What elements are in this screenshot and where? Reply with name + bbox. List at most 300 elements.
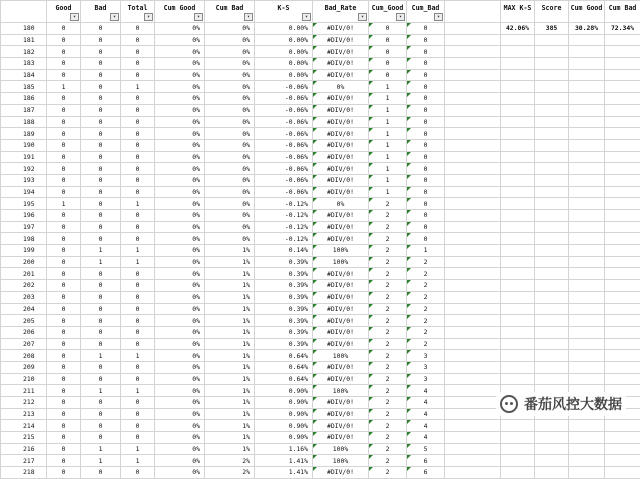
table-cell[interactable]: 0 [407, 186, 445, 198]
table-cell[interactable] [445, 58, 501, 70]
table-cell[interactable]: 0 [81, 280, 121, 292]
table-cell[interactable]: 0% [155, 420, 205, 432]
table-cell[interactable]: -0.06% [255, 128, 313, 140]
table-cell[interactable]: 0 [121, 303, 155, 315]
table-cell[interactable]: 0 [121, 186, 155, 198]
table-cell[interactable]: 0% [155, 397, 205, 409]
table-cell[interactable]: 0 [81, 23, 121, 35]
table-cell[interactable] [445, 256, 501, 268]
table-cell[interactable]: 0 [81, 128, 121, 140]
table-cell[interactable]: 207 [1, 338, 47, 350]
table-cell[interactable] [501, 420, 535, 432]
table-cell[interactable] [535, 128, 569, 140]
table-cell[interactable] [569, 256, 605, 268]
table-cell[interactable] [605, 46, 640, 58]
table-cell[interactable]: 0 [81, 34, 121, 46]
table-cell[interactable] [569, 163, 605, 175]
table-cell[interactable]: 0 [407, 128, 445, 140]
table-cell[interactable]: 4 [407, 432, 445, 444]
table-cell[interactable]: 4 [407, 408, 445, 420]
table-cell[interactable]: 1 [369, 104, 407, 116]
table-cell[interactable] [445, 268, 501, 280]
filter-dropdown-icon[interactable]: ▾ [194, 13, 203, 21]
table-cell[interactable] [535, 174, 569, 186]
table-cell[interactable]: 0 [81, 361, 121, 373]
table-cell[interactable] [605, 443, 640, 455]
table-cell[interactable] [605, 139, 640, 151]
table-cell[interactable]: 0 [47, 46, 81, 58]
table-cell[interactable]: 2 [369, 245, 407, 257]
table-cell[interactable]: 0 [407, 163, 445, 175]
table-cell[interactable]: 0% [205, 116, 255, 128]
column-header[interactable] [121, 1, 155, 23]
table-cell[interactable] [569, 233, 605, 245]
table-cell[interactable]: 3 [407, 373, 445, 385]
table-cell[interactable] [605, 361, 640, 373]
table-cell[interactable]: 209 [1, 361, 47, 373]
table-cell[interactable]: 0% [205, 151, 255, 163]
table-cell[interactable]: 0 [121, 128, 155, 140]
table-cell[interactable] [569, 93, 605, 105]
table-cell[interactable]: 188 [1, 116, 47, 128]
table-cell[interactable] [569, 291, 605, 303]
table-cell[interactable]: 0% [205, 198, 255, 210]
table-cell[interactable]: -0.06% [255, 186, 313, 198]
table-cell[interactable] [605, 93, 640, 105]
table-cell[interactable]: 0 [121, 408, 155, 420]
table-cell[interactable]: 0 [81, 303, 121, 315]
table-cell[interactable] [605, 432, 640, 444]
table-cell[interactable]: 0 [407, 151, 445, 163]
table-cell[interactable] [535, 256, 569, 268]
table-cell[interactable]: 0% [155, 408, 205, 420]
column-header[interactable] [205, 1, 255, 23]
table-cell[interactable]: 0 [81, 397, 121, 409]
table-cell[interactable]: 2 [369, 268, 407, 280]
table-cell[interactable]: 2 [369, 385, 407, 397]
table-cell[interactable]: 4 [407, 420, 445, 432]
table-cell[interactable]: 1 [369, 151, 407, 163]
table-cell[interactable] [501, 116, 535, 128]
table-cell[interactable]: 0 [121, 174, 155, 186]
table-cell[interactable]: 0% [155, 58, 205, 70]
table-cell[interactable]: 2 [369, 467, 407, 479]
filter-dropdown-icon[interactable]: ▾ [302, 13, 311, 21]
table-cell[interactable]: 2 [369, 210, 407, 222]
table-cell[interactable] [605, 233, 640, 245]
table-cell[interactable]: #DIV/0! [313, 397, 369, 409]
table-cell[interactable] [445, 432, 501, 444]
table-cell[interactable]: 2% [205, 455, 255, 467]
table-cell[interactable] [535, 432, 569, 444]
table-cell[interactable]: 1% [205, 268, 255, 280]
table-cell[interactable] [445, 198, 501, 210]
table-cell[interactable]: 0 [407, 233, 445, 245]
table-cell[interactable]: 0.14% [255, 245, 313, 257]
table-cell[interactable]: 0% [205, 139, 255, 151]
table-cell[interactable]: -0.12% [255, 198, 313, 210]
table-cell[interactable]: 0.64% [255, 373, 313, 385]
column-header[interactable] [605, 1, 640, 23]
table-cell[interactable] [445, 34, 501, 46]
table-cell[interactable]: 0 [47, 338, 81, 350]
table-cell[interactable]: 0 [369, 23, 407, 35]
table-cell[interactable] [569, 210, 605, 222]
table-cell[interactable]: 1% [205, 245, 255, 257]
table-cell[interactable] [569, 432, 605, 444]
table-cell[interactable] [535, 198, 569, 210]
table-cell[interactable] [535, 81, 569, 93]
table-cell[interactable]: 0% [155, 361, 205, 373]
table-cell[interactable] [445, 420, 501, 432]
table-cell[interactable]: 0% [205, 128, 255, 140]
table-cell[interactable]: 0 [47, 128, 81, 140]
table-cell[interactable]: 0.39% [255, 280, 313, 292]
table-cell[interactable]: #DIV/0! [313, 104, 369, 116]
table-cell[interactable]: 1 [81, 455, 121, 467]
table-cell[interactable]: 0% [155, 93, 205, 105]
table-cell[interactable]: 4 [407, 385, 445, 397]
table-cell[interactable]: 2 [369, 338, 407, 350]
table-cell[interactable]: 2 [407, 315, 445, 327]
table-cell[interactable] [605, 338, 640, 350]
table-cell[interactable]: 0 [81, 210, 121, 222]
table-cell[interactable]: 0 [121, 432, 155, 444]
table-cell[interactable] [535, 46, 569, 58]
column-header[interactable] [47, 1, 81, 23]
table-cell[interactable]: 0% [205, 81, 255, 93]
table-cell[interactable] [445, 81, 501, 93]
table-cell[interactable] [445, 116, 501, 128]
table-cell[interactable]: #DIV/0! [313, 128, 369, 140]
table-cell[interactable] [501, 268, 535, 280]
table-cell[interactable]: -0.06% [255, 81, 313, 93]
table-cell[interactable]: 0 [47, 233, 81, 245]
table-cell[interactable] [535, 116, 569, 128]
table-cell[interactable] [569, 361, 605, 373]
table-cell[interactable]: 0 [81, 104, 121, 116]
table-cell[interactable]: 0.39% [255, 291, 313, 303]
table-cell[interactable]: 1% [205, 443, 255, 455]
table-cell[interactable]: 0 [81, 338, 121, 350]
table-cell[interactable]: 0% [155, 163, 205, 175]
table-cell[interactable]: 210 [1, 373, 47, 385]
table-cell[interactable]: #DIV/0! [313, 315, 369, 327]
table-cell[interactable]: 0 [407, 23, 445, 35]
table-cell[interactable]: 215 [1, 432, 47, 444]
table-cell[interactable]: 0 [47, 163, 81, 175]
table-cell[interactable] [445, 221, 501, 233]
table-cell[interactable]: 0 [407, 174, 445, 186]
table-cell[interactable] [605, 326, 640, 338]
table-cell[interactable]: 100% [313, 245, 369, 257]
table-cell[interactable] [445, 443, 501, 455]
table-cell[interactable]: 1% [205, 397, 255, 409]
table-cell[interactable]: 2 [369, 432, 407, 444]
table-cell[interactable]: 0 [121, 34, 155, 46]
column-header[interactable] [313, 1, 369, 23]
column-header[interactable] [81, 1, 121, 23]
table-cell[interactable]: -0.12% [255, 233, 313, 245]
table-cell[interactable]: 200 [1, 256, 47, 268]
table-cell[interactable]: 0 [121, 151, 155, 163]
table-cell[interactable]: 0 [47, 303, 81, 315]
table-cell[interactable] [605, 163, 640, 175]
table-cell[interactable]: 0 [121, 420, 155, 432]
table-cell[interactable] [569, 443, 605, 455]
table-cell[interactable] [501, 104, 535, 116]
table-cell[interactable] [445, 315, 501, 327]
table-cell[interactable] [445, 350, 501, 362]
table-cell[interactable]: 0 [81, 291, 121, 303]
column-header[interactable] [445, 1, 501, 23]
table-cell[interactable]: 0% [205, 93, 255, 105]
table-cell[interactable]: 0 [407, 58, 445, 70]
table-cell[interactable]: 218 [1, 467, 47, 479]
table-cell[interactable]: 1 [369, 139, 407, 151]
table-cell[interactable]: 0 [47, 69, 81, 81]
table-cell[interactable]: #DIV/0! [313, 408, 369, 420]
table-cell[interactable]: 2 [369, 397, 407, 409]
table-cell[interactable]: 1 [81, 385, 121, 397]
table-cell[interactable] [445, 280, 501, 292]
table-cell[interactable]: 0% [155, 315, 205, 327]
table-cell[interactable] [535, 268, 569, 280]
table-cell[interactable]: 0 [81, 186, 121, 198]
table-cell[interactable]: 187 [1, 104, 47, 116]
table-cell[interactable] [445, 408, 501, 420]
table-cell[interactable] [501, 81, 535, 93]
table-cell[interactable] [445, 210, 501, 222]
table-cell[interactable] [569, 128, 605, 140]
table-cell[interactable]: 0 [407, 69, 445, 81]
table-cell[interactable]: 1% [205, 291, 255, 303]
filter-dropdown-icon[interactable]: ▾ [70, 13, 79, 21]
table-cell[interactable]: 0% [155, 116, 205, 128]
table-cell[interactable]: 0 [47, 151, 81, 163]
table-cell[interactable]: 0 [121, 233, 155, 245]
table-cell[interactable]: #DIV/0! [313, 303, 369, 315]
table-cell[interactable] [501, 34, 535, 46]
table-cell[interactable] [569, 81, 605, 93]
table-cell[interactable]: 0 [407, 93, 445, 105]
table-cell[interactable]: 0.90% [255, 420, 313, 432]
table-cell[interactable] [569, 69, 605, 81]
table-cell[interactable]: 0 [121, 315, 155, 327]
table-cell[interactable]: 1 [121, 443, 155, 455]
table-cell[interactable]: 1% [205, 315, 255, 327]
table-cell[interactable]: 0 [121, 326, 155, 338]
table-cell[interactable]: #DIV/0! [313, 361, 369, 373]
column-header[interactable] [569, 1, 605, 23]
table-cell[interactable] [605, 268, 640, 280]
table-cell[interactable]: 0 [47, 186, 81, 198]
table-cell[interactable]: #DIV/0! [313, 221, 369, 233]
table-cell[interactable]: 100% [313, 385, 369, 397]
table-cell[interactable]: #DIV/0! [313, 467, 369, 479]
table-cell[interactable]: 0 [47, 268, 81, 280]
table-cell[interactable]: 2 [369, 420, 407, 432]
table-cell[interactable]: #DIV/0! [313, 186, 369, 198]
filter-dropdown-icon[interactable]: ▾ [434, 13, 443, 21]
table-cell[interactable]: 0% [155, 467, 205, 479]
table-cell[interactable]: 0 [369, 34, 407, 46]
table-cell[interactable] [501, 338, 535, 350]
table-cell[interactable]: #DIV/0! [313, 139, 369, 151]
table-cell[interactable] [605, 315, 640, 327]
table-cell[interactable]: 0 [81, 81, 121, 93]
filter-dropdown-icon[interactable]: ▾ [358, 13, 367, 21]
table-cell[interactable]: #DIV/0! [313, 210, 369, 222]
table-cell[interactable]: #DIV/0! [313, 420, 369, 432]
table-cell[interactable]: 1% [205, 408, 255, 420]
table-cell[interactable]: 1 [407, 245, 445, 257]
table-cell[interactable] [535, 186, 569, 198]
table-cell[interactable]: 0% [155, 443, 205, 455]
table-cell[interactable]: 203 [1, 291, 47, 303]
table-cell[interactable]: 0% [155, 128, 205, 140]
table-cell[interactable]: 2 [369, 350, 407, 362]
table-cell[interactable] [535, 280, 569, 292]
table-cell[interactable]: 1 [81, 443, 121, 455]
table-cell[interactable]: 181 [1, 34, 47, 46]
table-cell[interactable] [445, 245, 501, 257]
table-cell[interactable] [445, 93, 501, 105]
table-cell[interactable]: 0.39% [255, 326, 313, 338]
table-cell[interactable]: 0% [155, 46, 205, 58]
table-cell[interactable] [569, 34, 605, 46]
table-cell[interactable]: 0% [155, 268, 205, 280]
table-cell[interactable]: 1% [205, 432, 255, 444]
table-cell[interactable] [445, 151, 501, 163]
table-cell[interactable]: 1% [205, 350, 255, 362]
filter-dropdown-icon[interactable]: ▾ [244, 13, 253, 21]
table-cell[interactable]: 0.90% [255, 385, 313, 397]
table-cell[interactable]: 0% [155, 104, 205, 116]
table-cell[interactable] [569, 186, 605, 198]
table-cell[interactable]: 0% [205, 46, 255, 58]
table-cell[interactable]: 0.39% [255, 303, 313, 315]
table-cell[interactable] [605, 467, 640, 479]
table-cell[interactable]: 1.41% [255, 455, 313, 467]
table-cell[interactable] [535, 373, 569, 385]
table-cell[interactable] [535, 443, 569, 455]
table-cell[interactable] [569, 198, 605, 210]
table-cell[interactable]: 1 [369, 93, 407, 105]
table-cell[interactable]: 2 [407, 280, 445, 292]
table-cell[interactable]: 1% [205, 326, 255, 338]
table-cell[interactable]: 1% [205, 338, 255, 350]
table-cell[interactable] [445, 467, 501, 479]
table-cell[interactable]: #DIV/0! [313, 23, 369, 35]
table-cell[interactable]: 4 [407, 397, 445, 409]
table-cell[interactable]: 0% [155, 280, 205, 292]
table-cell[interactable]: 0 [47, 116, 81, 128]
table-cell[interactable]: 0% [205, 186, 255, 198]
table-cell[interactable] [605, 104, 640, 116]
table-cell[interactable] [605, 350, 640, 362]
table-cell[interactable] [535, 104, 569, 116]
table-cell[interactable]: #DIV/0! [313, 69, 369, 81]
table-cell[interactable]: 0 [81, 58, 121, 70]
table-cell[interactable] [569, 303, 605, 315]
table-cell[interactable]: 1 [121, 385, 155, 397]
table-cell[interactable] [501, 69, 535, 81]
table-cell[interactable]: 0 [121, 397, 155, 409]
table-cell[interactable]: 199 [1, 245, 47, 257]
table-cell[interactable] [501, 210, 535, 222]
table-cell[interactable]: #DIV/0! [313, 432, 369, 444]
table-cell[interactable]: 216 [1, 443, 47, 455]
table-cell[interactable]: 0 [47, 326, 81, 338]
table-cell[interactable] [501, 128, 535, 140]
table-cell[interactable] [569, 350, 605, 362]
table-cell[interactable] [501, 186, 535, 198]
table-cell[interactable] [445, 174, 501, 186]
table-cell[interactable]: 0 [369, 69, 407, 81]
column-header[interactable] [535, 1, 569, 23]
table-cell[interactable]: 0% [155, 210, 205, 222]
table-cell[interactable]: 0.90% [255, 408, 313, 420]
table-cell[interactable]: 0 [121, 291, 155, 303]
table-cell[interactable] [445, 291, 501, 303]
table-cell[interactable]: 0% [155, 174, 205, 186]
table-cell[interactable]: 2 [369, 198, 407, 210]
table-cell[interactable] [569, 139, 605, 151]
table-cell[interactable]: 2 [369, 233, 407, 245]
table-cell[interactable]: 2 [369, 361, 407, 373]
table-cell[interactable]: 0 [47, 23, 81, 35]
table-cell[interactable]: 2 [369, 221, 407, 233]
table-cell[interactable] [569, 455, 605, 467]
table-cell[interactable]: 1% [205, 280, 255, 292]
table-cell[interactable]: 0 [81, 139, 121, 151]
table-cell[interactable] [501, 256, 535, 268]
table-cell[interactable] [445, 139, 501, 151]
table-cell[interactable]: 2 [369, 315, 407, 327]
table-cell[interactable]: 182 [1, 46, 47, 58]
table-cell[interactable]: 0 [81, 69, 121, 81]
table-cell[interactable]: -0.12% [255, 210, 313, 222]
table-cell[interactable]: 100% [313, 443, 369, 455]
table-cell[interactable] [445, 338, 501, 350]
table-cell[interactable]: 1% [205, 385, 255, 397]
table-cell[interactable] [605, 58, 640, 70]
table-cell[interactable] [569, 221, 605, 233]
table-cell[interactable]: 3 [407, 350, 445, 362]
table-cell[interactable] [569, 58, 605, 70]
table-cell[interactable]: -0.06% [255, 151, 313, 163]
table-cell[interactable] [535, 420, 569, 432]
table-cell[interactable]: 0.00% [255, 46, 313, 58]
table-cell[interactable]: 217 [1, 455, 47, 467]
column-header[interactable] [255, 1, 313, 23]
table-cell[interactable]: 0 [81, 198, 121, 210]
table-cell[interactable] [535, 139, 569, 151]
table-cell[interactable]: 189 [1, 128, 47, 140]
table-cell[interactable] [501, 151, 535, 163]
table-cell[interactable] [535, 291, 569, 303]
summary-cell[interactable]: 72.34% [605, 23, 640, 35]
table-cell[interactable]: 0 [47, 256, 81, 268]
table-cell[interactable] [535, 455, 569, 467]
table-cell[interactable]: 2 [369, 443, 407, 455]
table-cell[interactable]: 0 [81, 93, 121, 105]
table-cell[interactable]: 0 [47, 139, 81, 151]
table-cell[interactable] [501, 280, 535, 292]
table-cell[interactable]: 0 [81, 432, 121, 444]
table-cell[interactable]: #DIV/0! [313, 151, 369, 163]
